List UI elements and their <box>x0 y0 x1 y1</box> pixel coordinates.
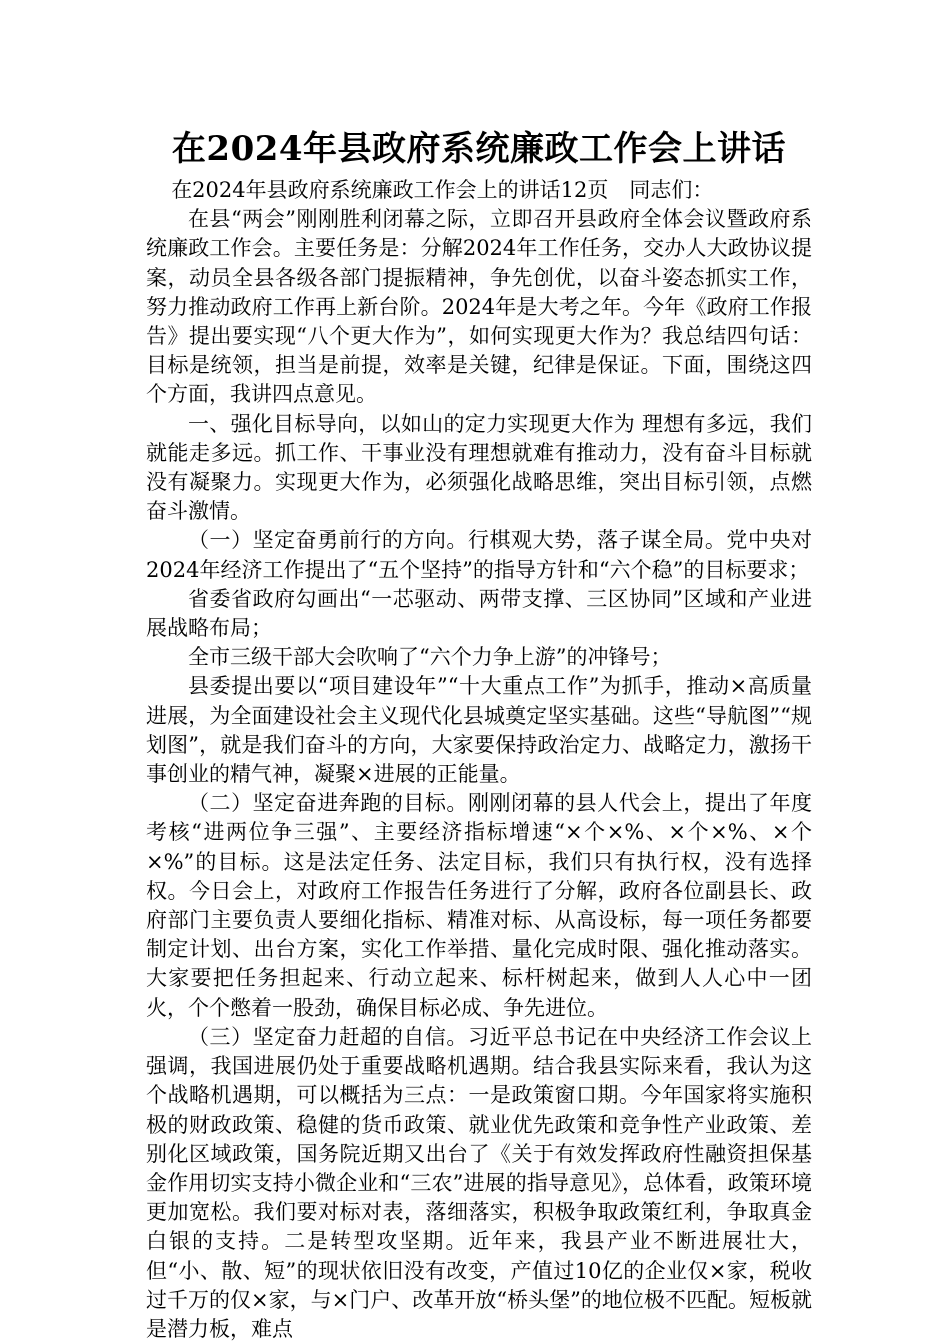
paragraph-county: 县委提出要以“项目建设年”“十大重点工作”为抓手，推动×高质量进展，为全面建设社会主义现代化县城奠定坚实基础。这些“导航图”“规划图”，就是我们奋斗的方向，大家要保持政治定力、战略定力，激扬干事创业的精气神，凝聚×进展的正能量。 <box>146 674 812 787</box>
paragraph-item-two: （二）坚定奋进奔跑的目标。刚刚闭幕的县人代会上，提出了年度考核“进两位争三强”、主要经济指标增速“×个×%、×个×%、×个×%”的目标。这是法定任务、法定目标，我们只有执行权，没有选择权。今日会上，对政府工作报告任务进行了分解，政府各位副县长、政府部门主要负责人要细化指标、精准对标、从高设标，每一项任务都要制定计划、出台方案，实化工作举措、量化完成时限、强化推动落实。大家要把任务担起来、行动立起来、标杆树起来，做到人人心中一团火，个个憋着一股劲，确保目标必成、争先进位。 <box>146 791 812 1020</box>
document-body <box>146 176 812 1344</box>
paragraph-subtitle: 在2024年县政府系统廉政工作会上的讲话12页 同志们： <box>171 178 714 202</box>
paragraph-city: 全市三级干部大会吹响了“六个力争上游”的冲锋号； <box>188 645 672 670</box>
paragraph-intro: 在县“两会”刚刚胜利闭幕之际，立即召开县政府全体会议暨政府系统廉政工作会。主要任务是：分解2024年工作任务，交办人大政协议提案，动员全县各级各部门提振精神，争先创优，以奋斗姿态抓实工作，努力推动政府工作再上新台阶。2024年是大考之年。今年《政府工作报告》提出要实现“八个更大作为”，如何实现更大作为？我总结四句话：目标是统领，担当是前提，效率是关键，纪律是保证。下面，围绕这四个方面，我讲四点意见。 <box>146 207 812 407</box>
paragraph-item-one: （一）坚定奋勇前行的方向。行棋观大势，落子谋全局。党中央对2024年经济工作提出了“五个坚持”的指导方针和“六个稳”的目标要求； <box>146 528 812 582</box>
document-page <box>146 128 812 1344</box>
document-title: 在2024年县政府系统廉政工作会上讲话 <box>171 129 787 169</box>
paragraph-item-three: （三）坚定奋力赶超的自信。习近平总书记在中央经济工作会议上强调，我国进展仍处于重要战略机遇期。结合我县实际来看，我认为这个战略机遇期，可以概括为三点：一是政策窗口期。今年国家将实施积极的财政政策、稳健的货币政策、就业优先政策和竞争性产业政策、差别化区域政策，国务院近期又出台了《关于有效发挥政府性融资担保基金作用切实支持小微企业和“三农”进展的指导意见》，总体看，政策环境更加宽松。我们要对标对表，落细落实，积极争取政策红利，争取真金白银的支持。二是转型攻坚期。近年来，我县产业不断进展壮大，但“小、散、短”的现状依旧没有改变，产值过10亿的企业仅×家，税收过千万的仅×家，与×门户、改革开放“桥头堡”的地位极不匹配。短板就是潜力板，难点 <box>146 1024 812 1341</box>
paragraph-province: 省委省政府勾画出“一芯驱动、两带支撑、三区协同”区域和产业进展战略布局； <box>146 586 812 641</box>
paragraph-section-one: 一、强化目标导向，以如山的定力实现更大作为 理想有多远，我们就能走多远。抓工作、干事业没有理想就难有推动力，没有奋斗目标就没有凝聚力。实现更大作为，必须强化战略思维，突出目标引领，点燃奋斗激情。 <box>146 411 812 524</box>
